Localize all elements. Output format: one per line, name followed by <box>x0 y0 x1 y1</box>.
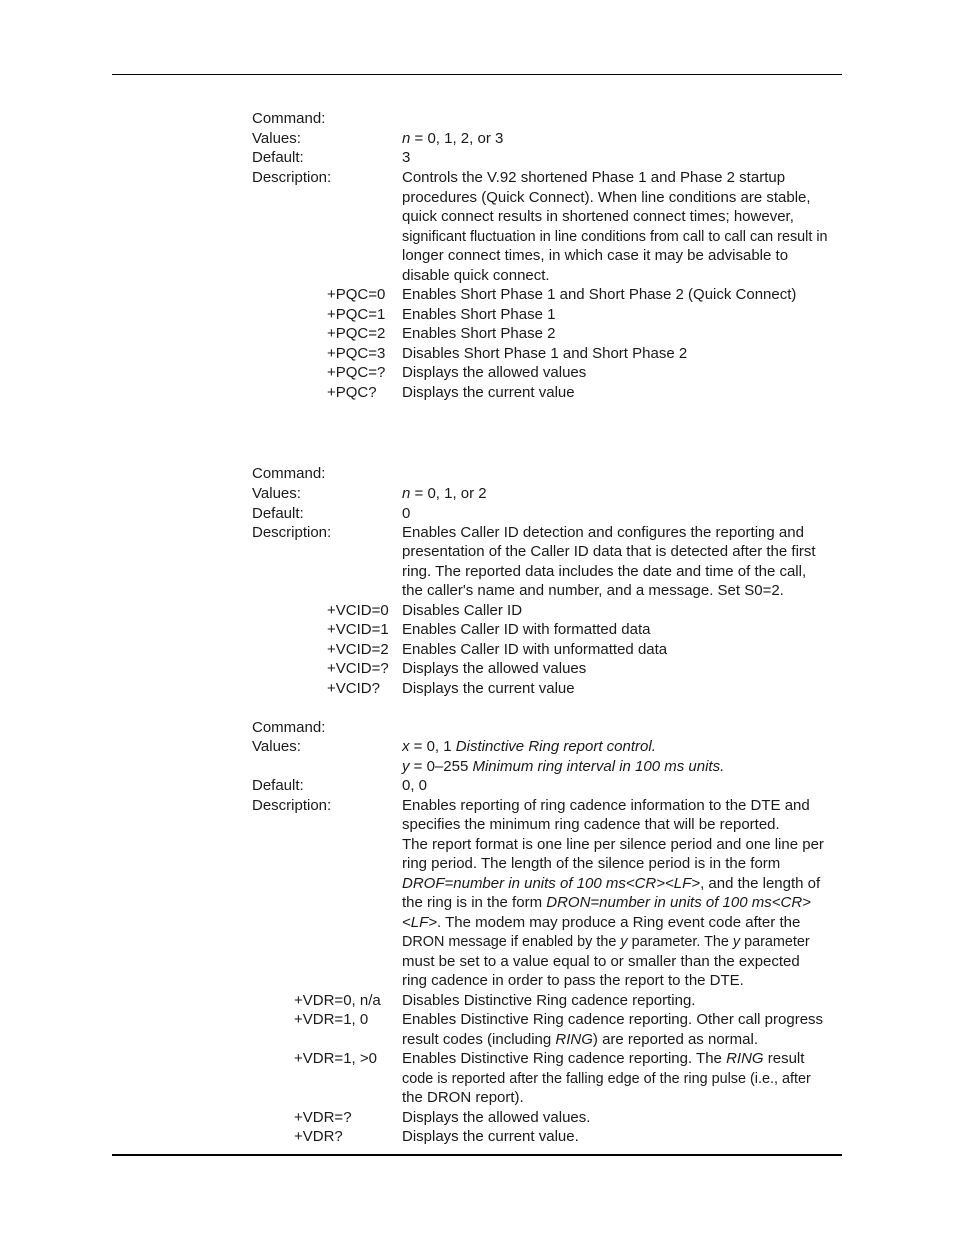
vcid-default: 0 <box>402 505 411 522</box>
desc-line: ring. The reported data includes the date and time of the call, <box>402 563 807 580</box>
values-label: Values: <box>252 485 301 502</box>
values-text: = 0–255 <box>409 758 473 775</box>
option-italic: RING <box>555 1031 593 1048</box>
desc-line <box>402 893 811 913</box>
desc-text: parameter. The <box>627 934 733 950</box>
values-text: = 0, 1, 2, or 3 <box>410 130 504 147</box>
option-text: Displays the allowed values <box>402 364 587 381</box>
desc-line <box>402 913 800 933</box>
pqc-default: 3 <box>402 149 411 166</box>
vdr-default: 0, 0 <box>402 777 428 794</box>
option-text <box>402 1049 804 1069</box>
option-text-part: Enables Distinctive Ring cadence reporting. The <box>402 1050 727 1067</box>
desc-italic: y <box>732 934 741 950</box>
option-text: Displays the current value <box>402 384 575 401</box>
option-code: +VCID? <box>327 680 380 697</box>
desc-line: Enables Caller ID detection and configures the reporting and <box>402 524 804 541</box>
desc-line: quick connect results in shortened connect times; however, <box>402 208 794 225</box>
desc-line <box>402 932 810 952</box>
default-label: Default: <box>252 777 304 794</box>
command-label: Command: <box>252 465 326 482</box>
option-code: +VDR? <box>294 1128 343 1145</box>
option-code: +PQC=2 <box>327 325 386 342</box>
description-label: Description: <box>252 524 332 541</box>
option-code: +VCID=1 <box>327 621 389 638</box>
option-text: code is reported after the falling edge of the ring pulse (i.e., after <box>402 1071 811 1087</box>
command-label: Command: <box>252 719 326 736</box>
var-y: y <box>402 758 410 775</box>
pqc-values <box>402 129 503 149</box>
desc-italic: DRON=number in units of 100 ms<CR> <box>546 894 811 911</box>
desc-text: . The modem may produce a Ring event code after the <box>437 914 801 931</box>
description-label: Description: <box>252 169 332 186</box>
desc-line <box>402 874 820 894</box>
desc-text: parameter <box>740 934 810 950</box>
option-text: Displays the current value. <box>402 1128 579 1145</box>
option-text: Disables Short Phase 1 and Short Phase 2 <box>402 345 688 362</box>
desc-line: the caller's name and number, and a message. Set S0=2. <box>402 582 784 599</box>
desc-italic: DROF=number in units of 100 ms<CR><LF> <box>402 875 701 892</box>
desc-line: ring period. The length of the silence period is in the form <box>402 855 781 872</box>
option-code: +VDR=1, >0 <box>294 1050 377 1067</box>
values-note: Distinctive Ring report control. <box>455 738 656 755</box>
vcid-values <box>402 484 487 504</box>
option-code: +VCID=0 <box>327 602 389 619</box>
option-text: Displays the allowed values. <box>402 1109 591 1126</box>
default-label: Default: <box>252 149 304 166</box>
option-code: +PQC=1 <box>327 306 386 323</box>
var-x: x <box>402 738 410 755</box>
var-n: n <box>402 485 411 502</box>
desc-line: ring cadence in order to pass the report to the DTE. <box>402 972 744 989</box>
option-code: +PQC=0 <box>327 286 386 303</box>
desc-text: DRON message if enabled by the <box>402 934 621 950</box>
header-rule <box>112 74 842 75</box>
option-text: Disables Caller ID <box>402 602 523 619</box>
var-n: n <box>402 130 411 147</box>
option-text-part: ) are reported as normal. <box>592 1031 758 1048</box>
desc-text: , and the length of <box>700 875 821 892</box>
desc-line: specifies the minimum ring cadence that will be reported. <box>402 816 780 833</box>
option-text: Displays the current value <box>402 680 575 697</box>
desc-line: disable quick connect. <box>402 267 550 284</box>
option-text-part: result <box>763 1050 805 1067</box>
desc-line: procedures (Quick Connect). When line conditions are stable, <box>402 189 811 206</box>
desc-italic: <LF> <box>402 914 438 931</box>
desc-line: longer connect times, in which case it may be advisable to <box>402 247 789 264</box>
option-text: Enables Short Phase 2 <box>402 325 556 342</box>
option-text: Enables Caller ID with formatted data <box>402 621 651 638</box>
option-text: Enables Distinctive Ring cadence reporting. Other call progress <box>402 1011 824 1028</box>
option-text: Enables Caller ID with unformatted data <box>402 641 668 658</box>
values-label: Values: <box>252 130 301 147</box>
option-text: Displays the allowed values <box>402 660 587 677</box>
option-code: +VCID=? <box>327 660 389 677</box>
option-code: +PQC=? <box>327 364 386 381</box>
values-text: = 0, 1 <box>409 738 456 755</box>
values-label: Values: <box>252 738 301 755</box>
option-code: +VDR=1, 0 <box>294 1011 369 1028</box>
option-text-part: result codes (including <box>402 1031 556 1048</box>
desc-line: significant fluctuation in line conditions from call to call can result in <box>402 229 828 245</box>
option-text: the DRON report). <box>402 1089 524 1106</box>
description-label: Description: <box>252 797 332 814</box>
footer-rule <box>112 1154 842 1156</box>
option-code: +VCID=2 <box>327 641 389 658</box>
option-code: +VDR=0, n/a <box>294 992 381 1009</box>
option-text: Disables Distinctive Ring cadence reporting. <box>402 992 696 1009</box>
desc-line: Enables reporting of ring cadence information to the DTE and <box>402 797 810 814</box>
desc-italic: y <box>620 934 628 950</box>
values-note: Minimum ring interval in 100 ms units. <box>472 758 725 775</box>
desc-line: The report format is one line per silence period and one line per <box>402 836 824 853</box>
option-code: +VDR=? <box>294 1109 352 1126</box>
vdr-value-x <box>402 737 656 757</box>
desc-line: presentation of the Caller ID data that is detected after the first <box>402 543 816 560</box>
option-text: Enables Short Phase 1 <box>402 306 556 323</box>
option-code: +PQC? <box>327 384 377 401</box>
default-label: Default: <box>252 505 304 522</box>
desc-text: the ring is in the form <box>402 894 547 911</box>
vdr-value-y <box>402 757 724 777</box>
option-italic: RING <box>726 1050 764 1067</box>
desc-line: Controls the V.92 shortened Phase 1 and Phase 2 startup <box>402 169 786 186</box>
command-label: Command: <box>252 110 326 127</box>
option-text: Enables Short Phase 1 and Short Phase 2 (Quick Connect) <box>402 286 797 303</box>
option-code: +PQC=3 <box>327 345 386 362</box>
option-text <box>402 1030 758 1050</box>
values-text: = 0, 1, or 2 <box>410 485 487 502</box>
desc-line: must be set to a value equal to or smaller than the expected <box>402 953 800 970</box>
